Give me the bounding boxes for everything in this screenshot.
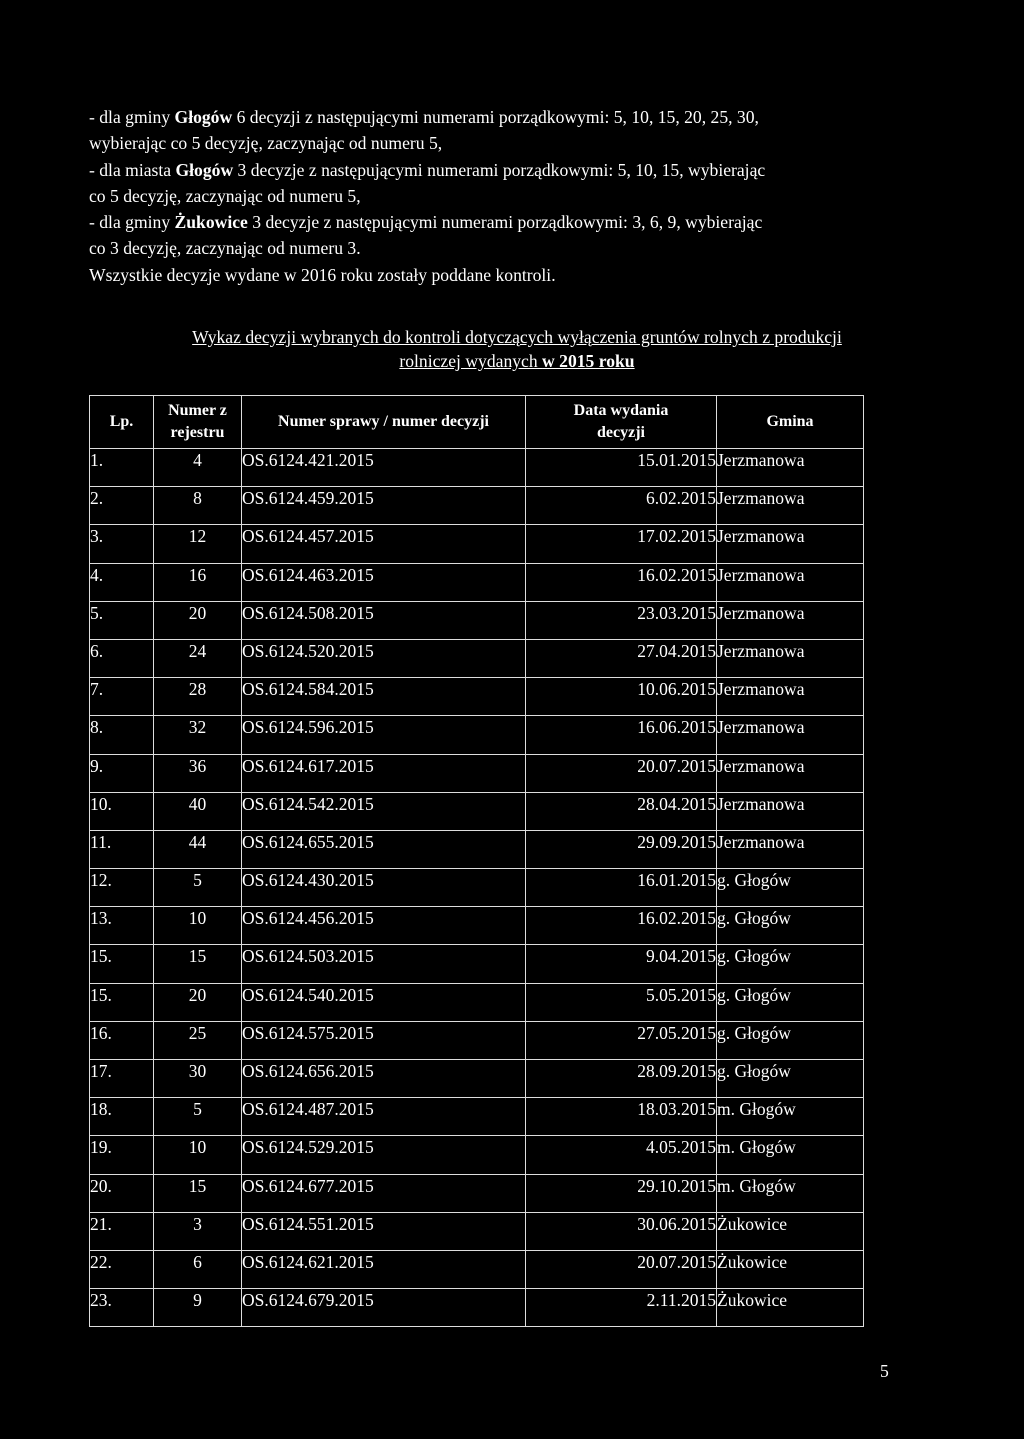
cell-nr: 24 [154, 639, 242, 677]
cell-data: 16.02.2015 [526, 907, 717, 945]
cell-nr: 40 [154, 792, 242, 830]
cell-lp: 3. [90, 525, 154, 563]
cell-lp: 8. [90, 716, 154, 754]
cell-gmina: Jerzmanowa [717, 563, 864, 601]
cell-data: 28.09.2015 [526, 1060, 717, 1098]
cell-data: 29.10.2015 [526, 1174, 717, 1212]
cell-lp: 13. [90, 907, 154, 945]
header-nr: Numer z rejestru [154, 396, 242, 449]
table-row [90, 869, 864, 907]
cell-data: 4.05.2015 [526, 1136, 717, 1174]
cell-nr: 20 [154, 983, 242, 1021]
cell-sprawa: OS.6124.457.2015 [242, 525, 526, 563]
table-heading [60, 325, 974, 373]
cell-gmina: g. Głogów [717, 907, 864, 945]
cell-nr: 32 [154, 716, 242, 754]
cell-sprawa: OS.6124.487.2015 [242, 1098, 526, 1136]
cell-lp: 11. [90, 830, 154, 868]
cell-nr: 16 [154, 563, 242, 601]
cell-data: 9.04.2015 [526, 945, 717, 983]
cell-lp: 4. [90, 563, 154, 601]
cell-gmina: g. Głogów [717, 1060, 864, 1098]
table-row [90, 601, 864, 639]
cell-lp: 16. [90, 1021, 154, 1059]
intro-line: - dla miasta Głogów 3 decyzje z następującymi numerami porządkowymi: 5, 10, 15, wybierając [89, 159, 766, 180]
cell-sprawa: OS.6124.459.2015 [242, 487, 526, 525]
cell-nr: 25 [154, 1021, 242, 1059]
cell-lp: 15. [90, 945, 154, 983]
cell-gmina: Jerzmanowa [717, 525, 864, 563]
cell-sprawa: OS.6124.542.2015 [242, 792, 526, 830]
cell-gmina: Jerzmanowa [717, 830, 864, 868]
cell-sprawa: OS.6124.677.2015 [242, 1174, 526, 1212]
cell-lp: 18. [90, 1098, 154, 1136]
cell-data: 20.07.2015 [526, 754, 717, 792]
cell-sprawa: OS.6124.584.2015 [242, 678, 526, 716]
cell-gmina: Jerzmanowa [717, 639, 864, 677]
cell-data: 2.11.2015 [526, 1289, 717, 1327]
header-gmina: Gmina [717, 396, 864, 449]
cell-gmina: Żukowice [717, 1212, 864, 1250]
cell-sprawa: OS.6124.456.2015 [242, 907, 526, 945]
cell-gmina: g. Głogów [717, 869, 864, 907]
table-row [90, 563, 864, 601]
cell-nr: 44 [154, 830, 242, 868]
table-row [90, 754, 864, 792]
table-row [90, 1174, 864, 1212]
header-data: Data wydania decyzji [526, 396, 717, 449]
cell-sprawa: OS.6124.430.2015 [242, 869, 526, 907]
table-header-row [90, 396, 864, 449]
table-row [90, 487, 864, 525]
cell-data: 23.03.2015 [526, 601, 717, 639]
header-lp: Lp. [90, 396, 154, 449]
cell-gmina: m. Głogów [717, 1136, 864, 1174]
cell-gmina: Jerzmanowa [717, 601, 864, 639]
table-row [90, 1060, 864, 1098]
cell-lp: 12. [90, 869, 154, 907]
cell-nr: 3 [154, 1212, 242, 1250]
cell-nr: 6 [154, 1250, 242, 1288]
cell-sprawa: OS.6124.529.2015 [242, 1136, 526, 1174]
cell-lp: 23. [90, 1289, 154, 1327]
table-row [90, 449, 864, 487]
cell-data: 20.07.2015 [526, 1250, 717, 1288]
cell-data: 29.09.2015 [526, 830, 717, 868]
heading-line-2: rolniczej wydanych w 2015 roku [399, 351, 635, 371]
cell-data: 16.06.2015 [526, 716, 717, 754]
cell-nr: 15 [154, 945, 242, 983]
cell-lp: 9. [90, 754, 154, 792]
cell-sprawa: OS.6124.551.2015 [242, 1212, 526, 1250]
table-row [90, 1098, 864, 1136]
cell-nr: 9 [154, 1289, 242, 1327]
cell-data: 10.06.2015 [526, 678, 717, 716]
cell-sprawa: OS.6124.679.2015 [242, 1289, 526, 1327]
cell-nr: 28 [154, 678, 242, 716]
table-row [90, 983, 864, 1021]
intro-paragraph [89, 104, 949, 288]
cell-gmina: Jerzmanowa [717, 754, 864, 792]
cell-lp: 6. [90, 639, 154, 677]
cell-gmina: Jerzmanowa [717, 792, 864, 830]
cell-nr: 30 [154, 1060, 242, 1098]
table-row [90, 1021, 864, 1059]
intro-line: co 3 decyzję, zaczynając od numeru 3. [89, 238, 361, 259]
intro-line: Wszystkie decyzje wydane w 2016 roku zostały poddane kontroli. [89, 264, 556, 285]
header-sprawa: Numer sprawy / numer decyzji [242, 396, 526, 449]
cell-sprawa: OS.6124.617.2015 [242, 754, 526, 792]
table-row [90, 1136, 864, 1174]
cell-nr: 20 [154, 601, 242, 639]
cell-sprawa: OS.6124.421.2015 [242, 449, 526, 487]
table-row [90, 639, 864, 677]
cell-sprawa: OS.6124.656.2015 [242, 1060, 526, 1098]
cell-nr: 10 [154, 907, 242, 945]
cell-gmina: Jerzmanowa [717, 449, 864, 487]
cell-sprawa: OS.6124.503.2015 [242, 945, 526, 983]
cell-lp: 1. [90, 449, 154, 487]
cell-gmina: Jerzmanowa [717, 716, 864, 754]
heading-line-1: Wykaz decyzji wybranych do kontroli dotyczących wyłączenia gruntów rolnych z produkcji [192, 327, 842, 347]
cell-lp: 15. [90, 983, 154, 1021]
cell-nr: 36 [154, 754, 242, 792]
cell-lp: 10. [90, 792, 154, 830]
cell-gmina: Jerzmanowa [717, 487, 864, 525]
cell-data: 30.06.2015 [526, 1212, 717, 1250]
table-row [90, 907, 864, 945]
cell-data: 27.05.2015 [526, 1021, 717, 1059]
cell-lp: 21. [90, 1212, 154, 1250]
decisions-table [89, 395, 864, 1327]
cell-lp: 5. [90, 601, 154, 639]
cell-sprawa: OS.6124.575.2015 [242, 1021, 526, 1059]
cell-sprawa: OS.6124.596.2015 [242, 716, 526, 754]
cell-gmina: g. Głogów [717, 1021, 864, 1059]
cell-sprawa: OS.6124.520.2015 [242, 639, 526, 677]
cell-data: 28.04.2015 [526, 792, 717, 830]
cell-data: 17.02.2015 [526, 525, 717, 563]
cell-sprawa: OS.6124.540.2015 [242, 983, 526, 1021]
cell-data: 16.02.2015 [526, 563, 717, 601]
cell-nr: 4 [154, 449, 242, 487]
cell-lp: 20. [90, 1174, 154, 1212]
cell-nr: 8 [154, 487, 242, 525]
cell-sprawa: OS.6124.463.2015 [242, 563, 526, 601]
table-row [90, 830, 864, 868]
cell-data: 6.02.2015 [526, 487, 717, 525]
cell-gmina: m. Głogów [717, 1098, 864, 1136]
cell-nr: 5 [154, 1098, 242, 1136]
cell-nr: 5 [154, 869, 242, 907]
cell-sprawa: OS.6124.621.2015 [242, 1250, 526, 1288]
table-row [90, 716, 864, 754]
cell-sprawa: OS.6124.508.2015 [242, 601, 526, 639]
cell-sprawa: OS.6124.655.2015 [242, 830, 526, 868]
table-row [90, 525, 864, 563]
intro-line: wybierając co 5 decyzję, zaczynając od numeru 5, [89, 133, 443, 154]
cell-data: 18.03.2015 [526, 1098, 717, 1136]
cell-data: 27.04.2015 [526, 639, 717, 677]
page-number: 5 [880, 1361, 889, 1381]
cell-data: 15.01.2015 [526, 449, 717, 487]
cell-gmina: Jerzmanowa [717, 678, 864, 716]
cell-gmina: Żukowice [717, 1250, 864, 1288]
table-row [90, 1212, 864, 1250]
table-row [90, 792, 864, 830]
cell-lp: 19. [90, 1136, 154, 1174]
intro-line: - dla gminy Żukowice 3 decyzje z następującymi numerami porządkowymi: 3, 6, 9, wybierając [89, 212, 763, 233]
cell-data: 5.05.2015 [526, 983, 717, 1021]
cell-lp: 2. [90, 487, 154, 525]
cell-gmina: Żukowice [717, 1289, 864, 1327]
cell-nr: 15 [154, 1174, 242, 1212]
table-row [90, 678, 864, 716]
table-body [90, 449, 864, 1327]
table-row [90, 945, 864, 983]
intro-line: - dla gminy Głogów 6 decyzji z następującymi numerami porządkowymi: 5, 10, 15, 20, 25, 30, [89, 107, 759, 127]
cell-gmina: g. Głogów [717, 945, 864, 983]
table-row [90, 1250, 864, 1288]
cell-lp: 17. [90, 1060, 154, 1098]
cell-nr: 12 [154, 525, 242, 563]
cell-lp: 22. [90, 1250, 154, 1288]
cell-gmina: g. Głogów [717, 983, 864, 1021]
table-row [90, 1289, 864, 1327]
cell-gmina: m. Głogów [717, 1174, 864, 1212]
intro-line: co 5 decyzję, zaczynając od numeru 5, [89, 185, 361, 206]
cell-lp: 7. [90, 678, 154, 716]
cell-nr: 10 [154, 1136, 242, 1174]
cell-data: 16.01.2015 [526, 869, 717, 907]
